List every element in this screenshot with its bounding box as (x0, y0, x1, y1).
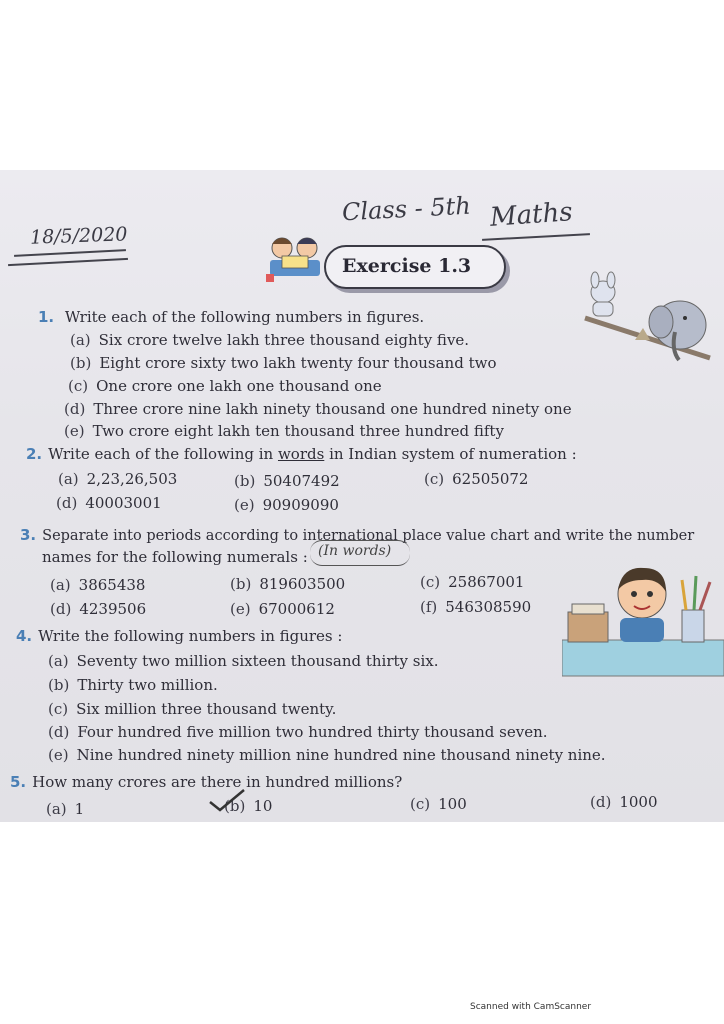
item-text: Two crore eight lakh ten thousand three hundred fifty (92, 422, 504, 440)
item-label: (a) (46, 800, 67, 818)
q1-item-e (64, 422, 504, 440)
exercise-title: Exercise 1.3 (342, 255, 472, 277)
question-4 (16, 627, 342, 645)
date-underline (14, 249, 126, 257)
question-text-part: Write each of the following in (48, 445, 278, 463)
item-label: (d) (64, 400, 86, 418)
q1-item-c (68, 377, 382, 395)
q2-item-b (234, 472, 340, 490)
item-text: 3865438 (78, 576, 146, 594)
item-label: (f) (420, 598, 438, 616)
item-label: (e) (64, 422, 85, 440)
item-text: Seventy two million sixteen thousand thirty six. (76, 652, 439, 670)
q4-item-d (48, 723, 548, 741)
item-text: 90909090 (262, 496, 339, 514)
item-text: Six million three thousand twenty. (76, 700, 337, 718)
q4-item-a (48, 652, 439, 670)
item-text: 50407492 (263, 472, 340, 490)
q4-item-e (48, 746, 606, 764)
handwritten-date: 18/5/2020 (29, 223, 128, 249)
handwritten-note: (In words) (318, 543, 392, 559)
item-text: 67000612 (258, 600, 335, 618)
item-label: (c) (424, 470, 445, 488)
item-label: (b) (234, 472, 256, 490)
subject-underline (482, 233, 590, 241)
question-number: 5. (10, 773, 27, 791)
q4-item-b (48, 676, 218, 694)
q2-item-d (56, 494, 162, 512)
q4-item-c (48, 700, 336, 718)
handwritten-class: Class - 5th (341, 191, 472, 227)
item-text: 1 (74, 800, 85, 818)
item-text: 25867001 (448, 573, 525, 591)
question-text: Write the following numbers in figures : (38, 627, 343, 645)
item-text: 62505072 (452, 470, 529, 488)
item-label: (a) (48, 652, 69, 670)
item-text: Eight crore sixty two lakh twenty four thousand two (99, 354, 497, 372)
question-5 (10, 773, 402, 791)
item-label: (c) (420, 573, 441, 591)
item-text: 1000 (619, 793, 658, 811)
item-label: (c) (48, 700, 69, 718)
item-label: (a) (58, 470, 79, 488)
item-text: 10 (253, 797, 273, 815)
item-text: 546308590 (445, 598, 532, 616)
question-number: 3. (20, 526, 37, 544)
question-number: 1. (38, 308, 55, 326)
item-text: 2,23,26,503 (86, 470, 178, 488)
item-label: (b) (230, 575, 252, 593)
item-text: 100 (438, 795, 467, 813)
item-label: (b) (48, 676, 70, 694)
children-reading-illustration (262, 230, 332, 285)
question-text-part: in Indian system of numeration : (324, 445, 577, 463)
q2-item-c (424, 470, 528, 488)
item-text: 4239506 (79, 600, 147, 618)
q3-item-a (50, 576, 145, 594)
item-label: (d) (50, 600, 72, 618)
item-label: (b) (70, 354, 92, 372)
item-text: Six crore twelve lakh three thousand eighty five. (98, 331, 470, 349)
question-number: 2. (26, 445, 43, 463)
q2-item-a (58, 470, 177, 488)
item-text: 40003001 (85, 494, 162, 512)
q3-item-c (420, 573, 524, 591)
question-number: 4. (16, 627, 33, 645)
q3-item-e (230, 600, 335, 618)
item-text: Nine hundred ninety million nine hundred nine thousand ninety nine. (76, 746, 606, 764)
q3-item-b (230, 575, 345, 593)
q1-item-b (70, 354, 497, 372)
item-label: (e) (48, 746, 69, 764)
q5-option-c (410, 795, 467, 813)
item-label: (e) (234, 496, 255, 514)
question-3-line-2 (42, 548, 308, 566)
item-text: Four hundred five million two hundred thirty thousand seven. (77, 723, 548, 741)
item-text: Three crore nine lakh ninety thousand one hundred ninety one (93, 400, 572, 418)
question-text-underlined: words (277, 445, 325, 463)
q1-item-d (64, 400, 572, 418)
q3-item-f (420, 598, 531, 616)
question-text: How many crores are there in hundred millions? (32, 773, 403, 791)
handwritten-subject: Maths (489, 197, 574, 233)
q5-option-d (590, 793, 658, 811)
scanner-watermark: Scanned with CamScanner (470, 1002, 592, 1012)
item-label: (d) (48, 723, 70, 741)
item-label: (a) (70, 331, 91, 349)
item-label: (d) (56, 494, 78, 512)
item-label: (e) (230, 600, 251, 618)
question-2 (26, 445, 577, 463)
q2-item-e (234, 496, 339, 514)
question-text: Separate into periods according to international place value chart and write the number (42, 528, 695, 544)
item-label: (a) (50, 576, 71, 594)
question-text: Write each of the following numbers in figures. (64, 308, 425, 326)
q5-option-a (46, 800, 84, 818)
item-label: (c) (410, 795, 431, 813)
item-text: One crore one lakh one thousand one (96, 377, 382, 395)
boy-at-desk-illustration (562, 560, 724, 690)
item-label: (b) (224, 797, 246, 815)
item-label: (d) (590, 793, 612, 811)
question-text: names for the following numerals : (42, 548, 308, 566)
item-text: Thirty two million. (77, 676, 218, 694)
q1-item-a (70, 331, 469, 349)
tick-mark-icon (208, 788, 248, 814)
date-underline-2 (8, 258, 128, 266)
item-text: 819603500 (259, 575, 346, 593)
seesaw-animals-illustration (575, 270, 720, 380)
q3-item-d (50, 600, 146, 618)
textbook-page (0, 170, 724, 822)
item-label: (c) (68, 377, 89, 395)
question-1 (38, 308, 424, 326)
